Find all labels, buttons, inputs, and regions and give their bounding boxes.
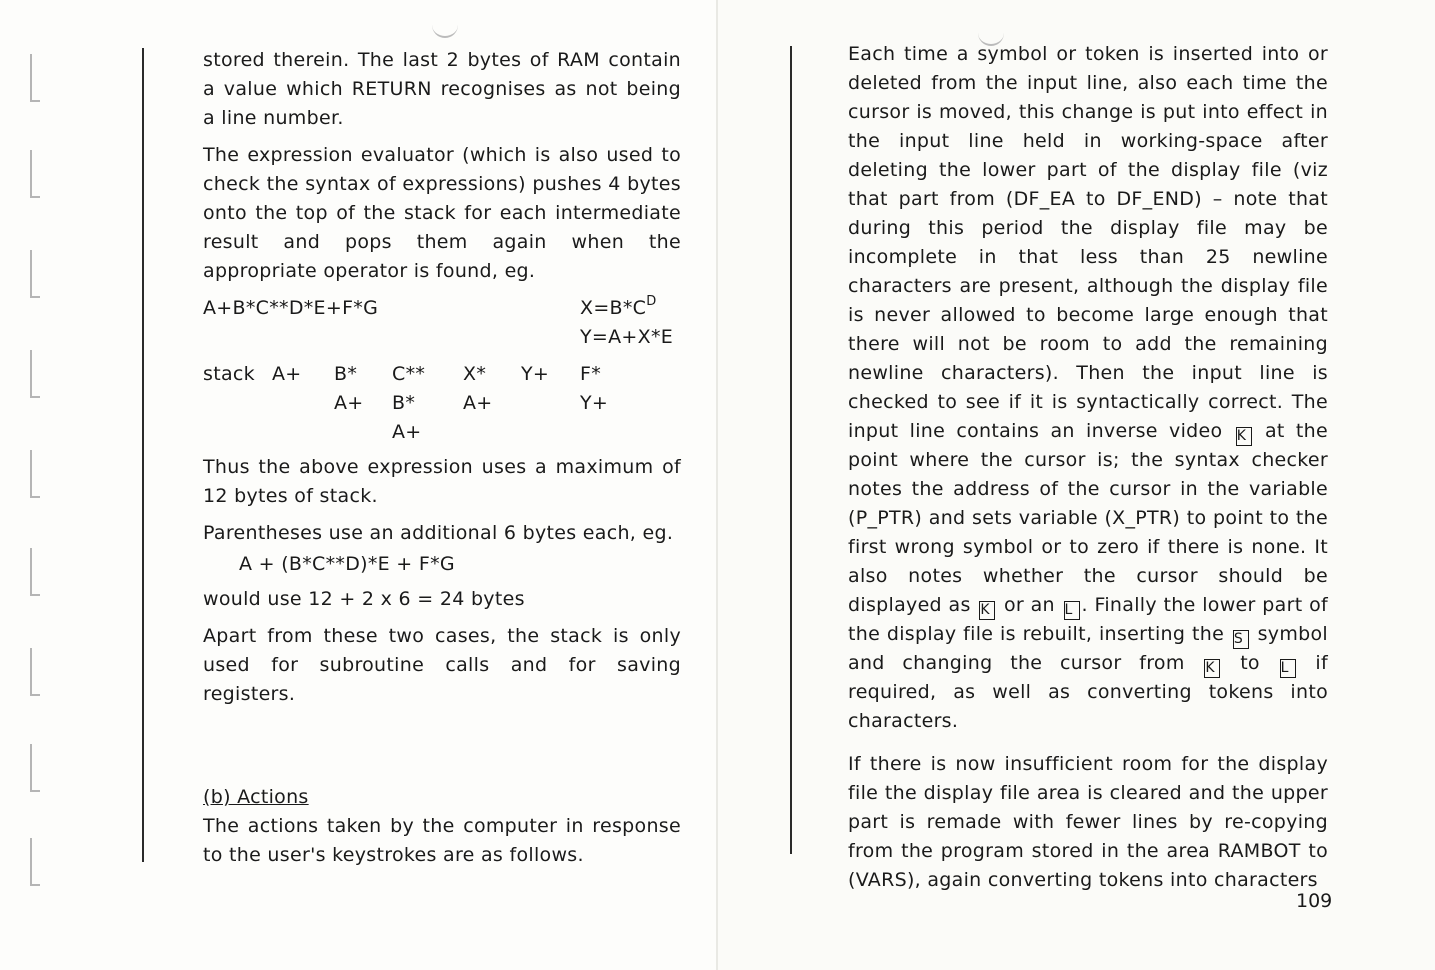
expression: A+B*C**D*E+F*G <box>203 297 379 319</box>
inverse-k-symbol: K <box>1236 427 1252 446</box>
page-number: 109 <box>1296 890 1333 912</box>
stack-cell: C** <box>392 363 426 385</box>
stack-cell: X* <box>463 363 487 385</box>
y-equation: Y=A+X*E <box>580 326 674 348</box>
stack-cell: B* <box>392 392 416 414</box>
paragraph: Each time a symbol or token is inserted into or deleted from the input line, also each time the cursor is moved, this change is put into effect in the input line held in working-space after deleting the lower part of the display file (viz that part from (DF_EA to DF_END) – note that during this period the display file may be incomplete in that less than 25 newline characters are present, although the display file is never allowed to become large enough that there will not be room to add the remaining newline characters). Then the input line is checked to see if it is syntactically correct. The input line contains an inverse video K at the point where the cursor is; the syntax checker notes the address of the cursor in the variable (P_PTR) and sets variable (X_PTR) to point to the first wrong symbol or to zero if there is none. It also notes whether the cursor should be displayed as K or an L . Finally the lower part of the display file is rebuilt, inserting the S symbol and changing the cursor from K to L if required, as well as converting tokens into characters. <box>848 43 1329 732</box>
punch-hole <box>30 250 40 298</box>
paragraph: Apart from these two cases, the stack is only used for subroutine calls and for saving registers. <box>203 625 681 705</box>
paragraph: Parentheses use an additional 6 bytes each, eg. <box>203 522 674 544</box>
punch-hole <box>30 450 40 498</box>
punch-hole <box>30 548 40 596</box>
stack-cell: F* <box>580 363 602 385</box>
expression-row <box>203 294 681 323</box>
stack-cell: A+ <box>392 421 422 443</box>
punch-hole <box>30 838 40 886</box>
punch-hole <box>30 150 40 198</box>
x-equation: $X=B*C^D$ <box>580 294 657 319</box>
y-equation-row <box>203 323 681 352</box>
stack-cell: Y+ <box>521 363 550 385</box>
inverse-l-symbol: L <box>1064 601 1080 620</box>
punch-hole <box>30 350 40 398</box>
paragraph: Thus the above expression uses a maximum of 12 bytes of stack. <box>203 456 681 507</box>
paragraph: would use 12 + 2 x 6 = 24 bytes <box>203 588 525 610</box>
parentheses-expression-row <box>203 550 681 579</box>
stack-cell: stack <box>203 363 255 385</box>
right-column <box>848 40 1328 903</box>
inverse-l-symbol: L <box>1280 659 1296 678</box>
left-column <box>203 46 681 878</box>
paragraph: If there is now insufficient room for the display file the display file area is cleared and the upper part is remade with fewer lines by re-copying from the program stored in the area RAMBOT to (VARS), again converting tokens into characters <box>848 753 1328 891</box>
page-fold <box>716 0 718 970</box>
left-margin-rule <box>142 48 144 862</box>
stack-row <box>203 360 681 389</box>
stack-row <box>203 389 681 418</box>
punch-hole <box>30 54 40 102</box>
stack-cell: Y+ <box>580 392 609 414</box>
inverse-k-symbol: K <box>979 601 995 620</box>
stack-cell: A+ <box>334 392 364 414</box>
stack-cell: A+ <box>463 392 493 414</box>
section-heading: (b) Actions <box>203 786 309 808</box>
inverse-k-symbol: K <box>1204 659 1220 678</box>
inverse-s-symbol: S <box>1233 630 1249 649</box>
parentheses-expression: A + (B*C**D)*E + F*G <box>239 553 455 575</box>
paragraph: stored therein. The last 2 bytes of RAM contain a value which RETURN recognises as not being a line number. <box>203 49 681 129</box>
punch-hole <box>30 648 40 696</box>
paragraph: The expression evaluator (which is also used to check the syntax of expressions) pushes 4 bytes onto the top of the stack for each intermediate result and pops them again when the appropriate operator is found, eg. <box>203 144 681 282</box>
punch-hole <box>30 744 40 792</box>
paragraph: The actions taken by the computer in response to the user's keystrokes are as follows. <box>203 815 681 866</box>
stack-row <box>203 418 681 447</box>
stack-cell: B* <box>334 363 358 385</box>
right-margin-rule <box>790 46 792 854</box>
stack-cell: A+ <box>272 363 302 385</box>
